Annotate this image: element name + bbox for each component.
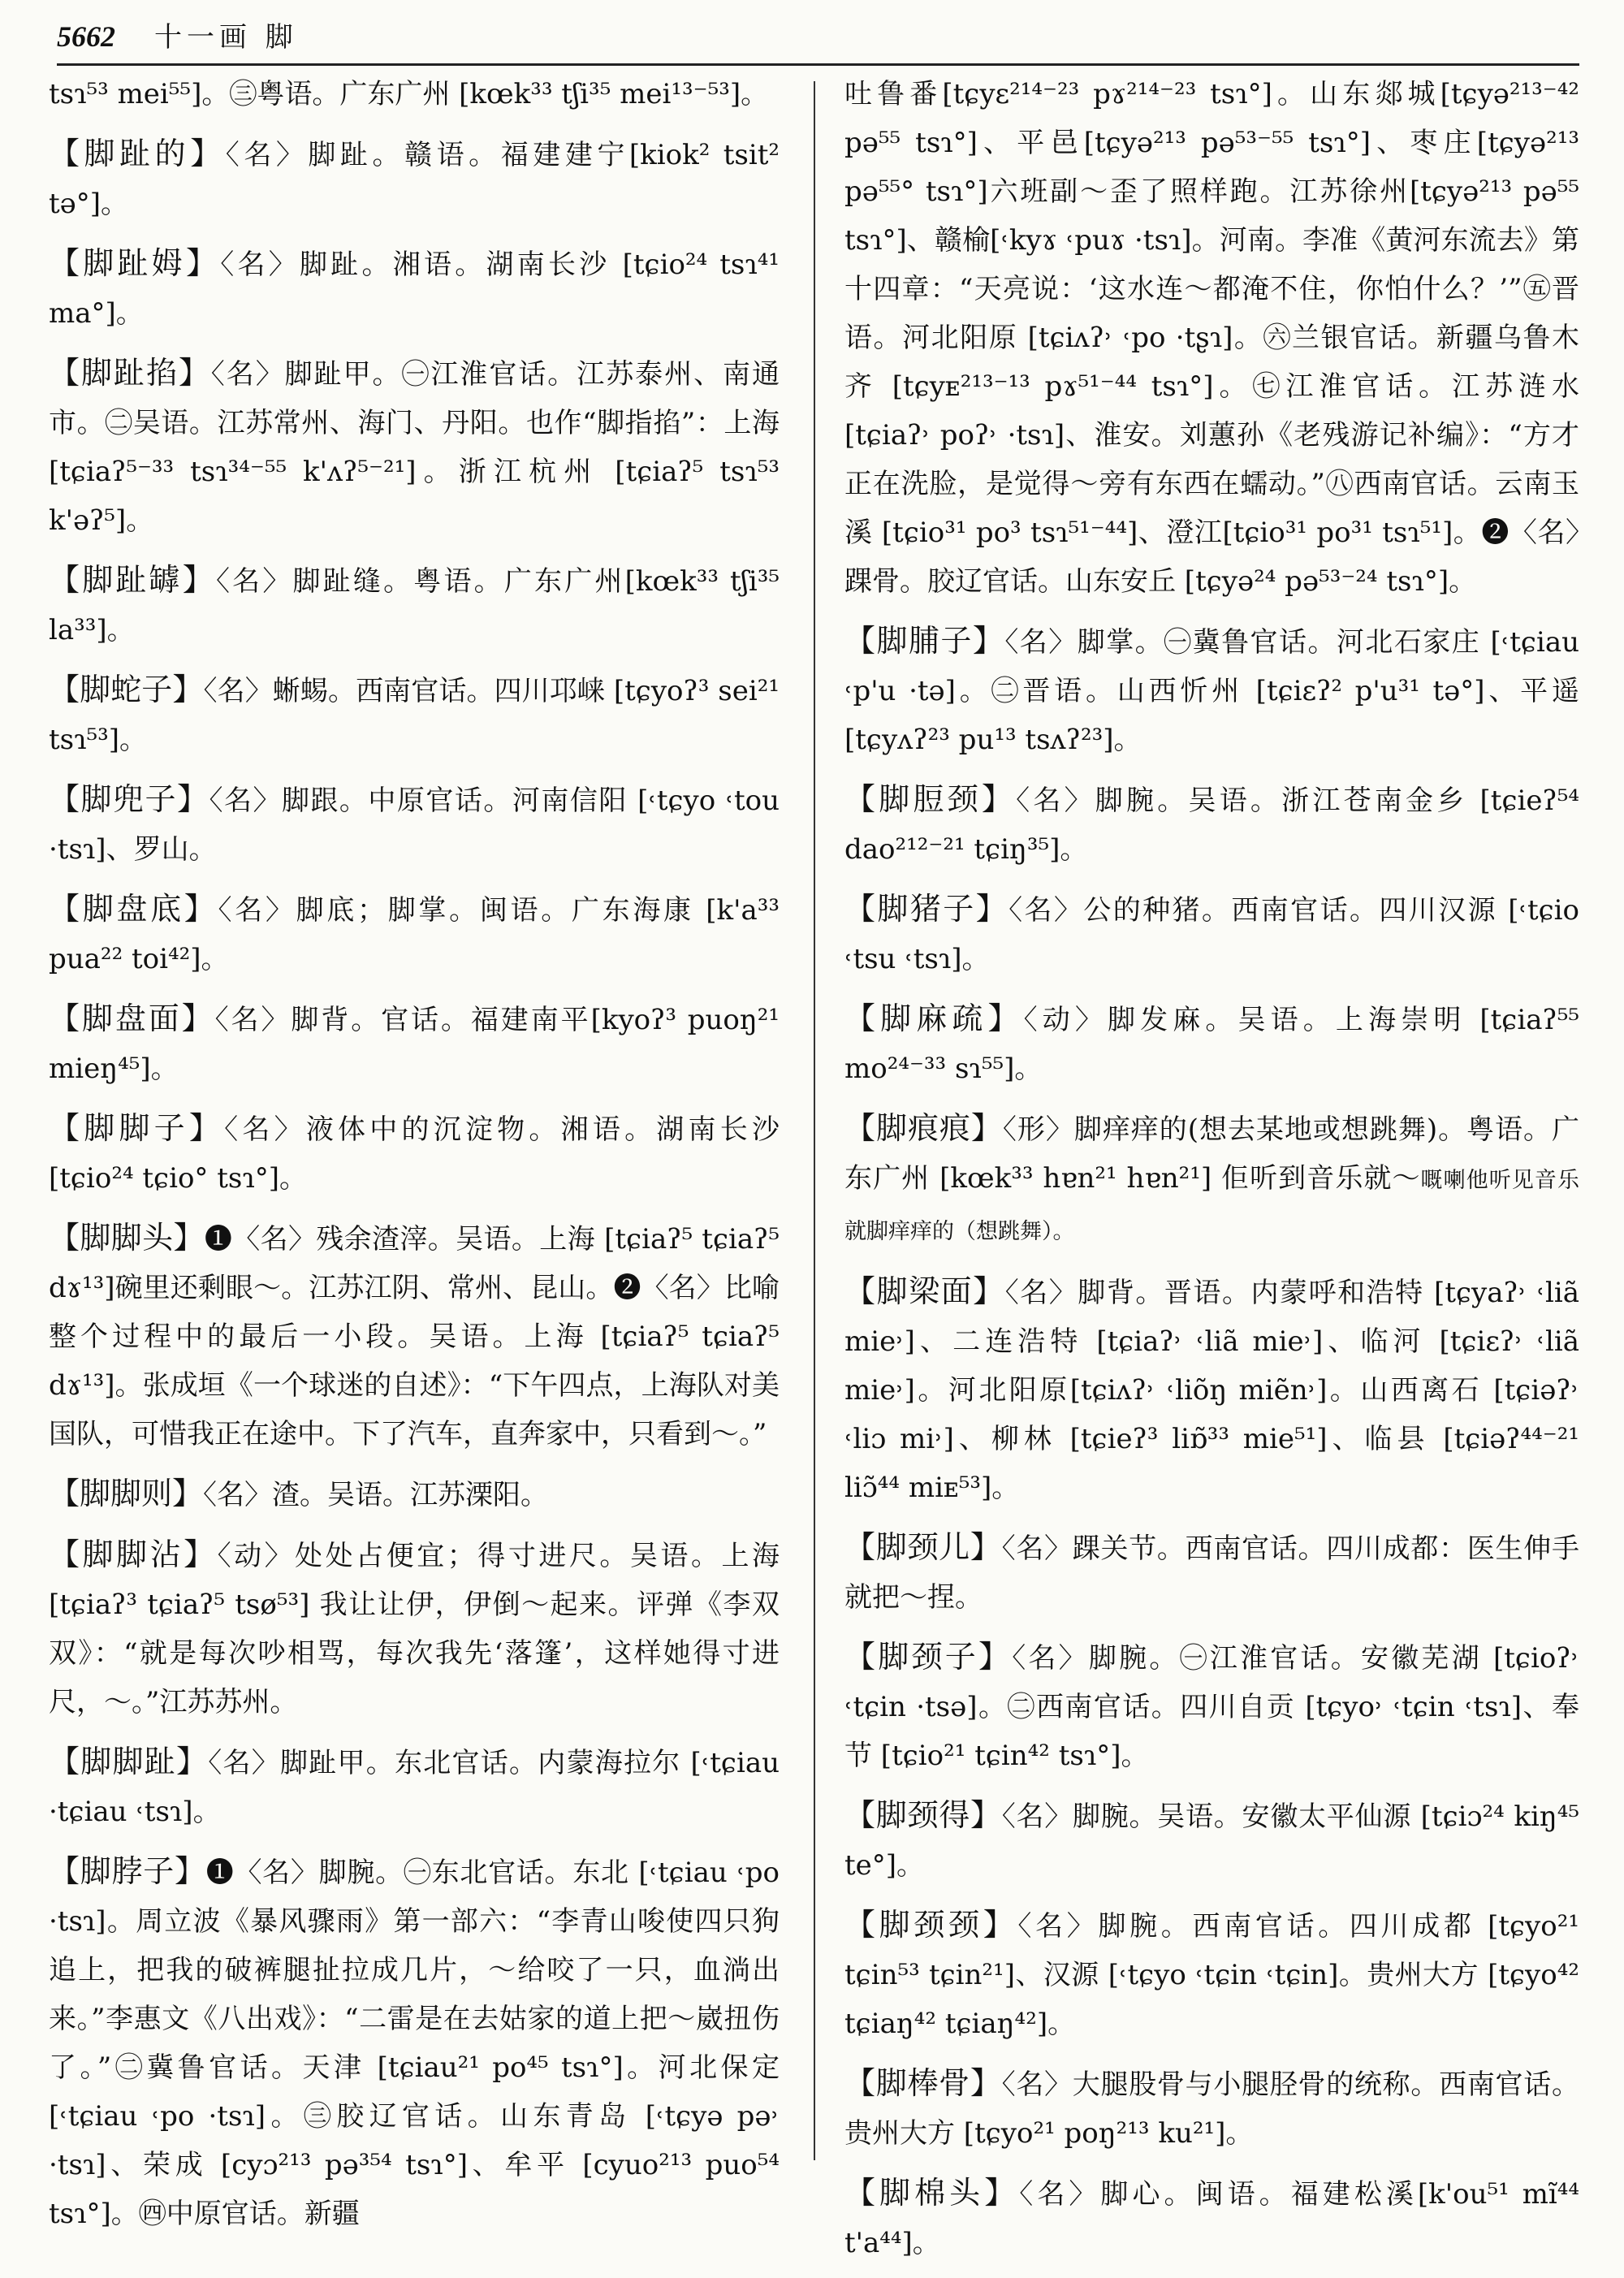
entry-text: 吐鲁番[tɕyɛ²¹⁴⁻²³ pɤ²¹⁴⁻²³ tsɿ°]。山东郯城[tɕyə²¹³⁻⁴² pə⁵⁵ tsɿ°]、平邑[tɕyə²¹³ pə⁵³⁻⁵⁵ tsɿ°]、枣庄[tɕyə²¹³ pə⁵⁵° tsɿ°]六班副～歪了照样跑。江苏徐州[tɕyə²¹³ pə⁵⁵ tsɿ°]、赣榆[˓kyɤ ˓puɤ ·tsɿ]。河南。李准《黄河东流去》第十四章：“天亮说：‘这水连～都淹不住，你怕什么？’”㊄晋语。河北阳原 [tɕiʌʔ˒ ˓po ·tʂɿ]。㊅兰银官话。新疆乌鲁木齐 [tɕyᴇ²¹³⁻¹³ pɤ⁵¹⁻⁴⁴ tsɿ°]。㊆江淮官话。江苏涟水 [tɕiaʔ˒ poʔ˒ ·tsɿ]、淮安。刘蕙孙《老残游记补编》：“方才正在洗脸，是觉得～旁有东西在蠕动。”㊇西南官话。云南玉溪 [tɕio³¹ po³ tsɿ⁵¹⁻⁴⁴]、澄江[tɕio³¹ po³¹ tsɿ⁵¹]。❷〈名〉踝骨。胶辽官话。山东安丘 [tɕyə²⁴ pə⁵³⁻²⁴ tsɿ°]。 xyxy=(844,78,1579,598)
entry-jiao-jing-jing xyxy=(844,1900,1579,2048)
entry-jiao-hen-hen xyxy=(844,1104,1579,1256)
entry-text: 〈名〉液体中的沉淀物。湘语。湖南长沙 [tɕio²⁴ tɕio° tsɿ°]。 xyxy=(49,1113,780,1195)
entry-text: 〈名〉大腿股骨与小腿胫骨的统称。西南官话。贵州大方 [tɕyo²¹ poŋ²¹³ ku²¹]。 xyxy=(844,2068,1579,2150)
entry-headword: 【脚趾掐】 xyxy=(49,355,211,391)
page-title: 十一画 脚 xyxy=(154,21,298,54)
entry-jiao-jiao-zhi xyxy=(49,1737,780,1836)
entry-text: 〈名〉脚腕。吴语。安徽太平仙源 [tɕiɔ²⁴ kiŋ⁴⁵ te°]。 xyxy=(844,1800,1579,1882)
page-number: 5662 xyxy=(57,20,115,53)
entry-headword: 【脚脖子】 xyxy=(49,1853,206,1889)
entry-headword: 【脚脚趾】 xyxy=(49,1744,209,1779)
entry-text: 〈名〉脚腕。㊀江淮官话。安徽芜湖 [tɕioʔ˒ ˓tɕin ·tsə]。㊁西南官话。四川自贡 [tɕyo˒ ˓tɕin ˓tsɿ]、奉节 [tɕio²¹ tɕin⁴² tsɿ°]。 xyxy=(844,1642,1579,1772)
entry-jiao-jing-er xyxy=(844,1523,1579,1622)
entry-headword: 【脚盘底】 xyxy=(49,891,218,927)
entry-headword: 【脚颈颈】 xyxy=(844,1907,1018,1943)
entry-text: 〈名〉脚心。闽语。福建松溪[k'ou⁵¹ mĩ⁴⁴ t'a⁴⁴]。 xyxy=(844,2178,1579,2259)
entry-text: 〈形〉脚痒痒的(想去某地或想跳舞)。粤语。广东广州 [kœk³³ hɐn²¹ hɐn²¹] 佢听到音乐就～ xyxy=(844,1113,1579,1195)
entry-headword: 【脚猪子】 xyxy=(844,891,1009,927)
entry-jiao-pan-mian xyxy=(49,994,780,1093)
left-column xyxy=(49,70,780,2249)
entry-headword: 【脚梁面】 xyxy=(844,1273,1005,1309)
entry-headword: 【脚脚子】 xyxy=(49,1110,225,1146)
header-rule xyxy=(57,63,1579,66)
entry-headword: 【脚趾姆】 xyxy=(49,245,221,281)
entry-headword: 【脚颈得】 xyxy=(844,1797,1002,1833)
entry-jiao-zhi-mu xyxy=(49,239,780,338)
entry-text: 〈名〉公的种猪。西南官话。四川汉源 [˓tɕio ˓tsu ˓tsɿ]。 xyxy=(844,894,1579,975)
entry-jiao-bo-zi xyxy=(49,1847,780,2238)
entry-jiao-dou-jing xyxy=(844,775,1579,874)
entry-text: ❶〈名〉残余渣滓。吴语。上海 [tɕiaʔ⁵ tɕiaʔ⁵ dɤ¹³]碗里还剩眼～。江苏江阴、常州、昆山。❷〈名〉比喻整个过程中的最后一小段。吴语。上海 [tɕiaʔ⁵ tɕiaʔ⁵ dɤ¹³]。张成垣《一个球迷的自述》：“下午四点，上海队对美国队，可惜我正在途中。下了汽车，直奔家中，只看到～。” xyxy=(49,1223,780,1450)
entry-headword: 【脚棉头】 xyxy=(844,2175,1020,2211)
entry-jiao-she-zi xyxy=(49,665,780,764)
entry-continued xyxy=(844,70,1579,606)
entry-headword: 【脚棒骨】 xyxy=(844,2065,1002,2101)
entry-text: 〈名〉脚掌。㊀冀鲁官话。河北石家庄 [˓tɕiau ˓p'u ·tə]。㊁晋语。山西忻州 [tɕiɛʔ² p'u³¹ tə°]、平遥 [tɕyʌʔ²³ pu¹³ tsʌʔ²³]。 xyxy=(844,626,1579,756)
entry-text: 〈名〉渣。吴语。江苏溧阳。 xyxy=(203,1479,549,1511)
entry-headword: 【脚脚沾】 xyxy=(49,1537,218,1572)
entry-jiao-jing-de xyxy=(844,1791,1579,1890)
entry-text: 〈名〉脚腕。吴语。浙江苍南金乡 [tɕieʔ⁵⁴ dao²¹²⁻²¹ tɕiŋ³⁵]。 xyxy=(844,785,1579,866)
entry-text: 〈名〉脚趾甲。㊀江淮官话。江苏泰州、南通市。㊁吴语。江苏常州、海门、丹阳。也作“脚指掐”：上海[tɕiaʔ⁵⁻³³ tsɿ³⁴⁻⁵⁵ k'ʌʔ⁵⁻²¹]。浙江杭州 [tɕiaʔ⁵ tsɿ⁵³ k'əʔ⁵]。 xyxy=(49,358,780,537)
entry-headword: 【脚脰颈】 xyxy=(844,781,1017,817)
entry-text: 〈名〉脚腕。西南官话。四川成都 [tɕyo²¹ tɕin⁵³ tɕin²¹]、汉源 [˓tɕyo ˓tɕin ˓tɕin]。贵州大方 [tɕyo⁴² tɕiaŋ⁴² tɕiaŋ⁴²]。 xyxy=(844,1910,1579,2040)
entry-text: 〈名〉脚跟。中原官话。河南信阳 [˓tɕyo ˓tou ·tsɿ]、罗山。 xyxy=(49,785,780,866)
entry-text: 〈名〉蜥蜴。西南官话。四川邛崃 [tɕyoʔ³ sei²¹ tsɿ⁵³]。 xyxy=(49,675,780,756)
entry-headword: 【脚麻疏】 xyxy=(844,1001,1024,1036)
entry-jiao-ma-shu xyxy=(844,994,1579,1093)
entry-continued xyxy=(49,70,780,119)
entry-jiao-zhi-xia xyxy=(49,555,780,655)
entry-headword: 【脚脚则】 xyxy=(49,1476,204,1511)
entry-jiao-liang-mian xyxy=(844,1267,1579,1512)
entry-text: ❶〈名〉脚腕。㊀东北官话。东北 [˓tɕiau ˓po ·tsɿ]。周立波《暴风骤雨》第一部六：“李青山唆使四只狗追上，把我的破裤腿扯拉成几片，～给咬了一只，血淌出来。”李惠文《八出戏》：“二雷是在去姑家的道上把～崴扭伤了。”㊁冀鲁官话。天津 [tɕiau²¹ po⁴⁵ tsɿ°]。河北保定 [˓tɕiau ˓po ·tsɿ]。㊂胶辽官话。山东青岛 [˓tɕyə pə˒ ·tsɿ]、荣成 [cyɔ²¹³ pə³⁵⁴ tsɿ°]、牟平 [cyuo²¹³ puo⁵⁴ tsɿ°]。㊃中原官话。新疆 xyxy=(49,1857,780,2230)
entry-jiao-zhi-qia xyxy=(49,348,780,545)
entry-jiao-bang-gu xyxy=(844,2059,1579,2158)
entry-headword: 【脚趾的】 xyxy=(49,136,226,171)
entry-headword: 【脚颈子】 xyxy=(844,1639,1013,1675)
column-divider xyxy=(814,81,815,2160)
entry-text: 〈名〉脚趾缝。粤语。广东广州[kœk³³ tʃi³⁵ la³³]。 xyxy=(49,565,780,646)
entry-text: tsɿ⁵³ mei⁵⁵]。㊂粤语。广东广州 [kœk³³ tʃi³⁵ mei¹³⁻⁵³]。 xyxy=(49,78,769,110)
page-header xyxy=(57,15,298,57)
entry-headword: 【脚蛇子】 xyxy=(49,672,204,707)
entry-headword: 【脚兜子】 xyxy=(49,781,209,817)
entry-headword: 【脚盘面】 xyxy=(49,1001,215,1036)
entry-jiao-zhu-zi xyxy=(844,884,1579,983)
entry-text: 〈名〉踝关节。西南官话。四川成都：医生伸手就把～捏。 xyxy=(844,1532,1579,1614)
entry-jiao-pan-di xyxy=(49,884,780,983)
entry-jiao-jiao-tou xyxy=(49,1213,780,1459)
entry-text: 〈名〉脚背。晋语。内蒙呼和浩特 [tɕyaʔ˒ ˓liã mie˒]、二连浩特 [tɕiaʔ˒ ˓liã mie˒]、临河 [tɕiɛʔ˒ ˓liã mie˒]。河北阳原[tɕiʌʔ˒ ˓liõŋ miẽn˒]。山西离石 [tɕiəʔ˒ ˓liɔ mi˒]、柳林 [tɕieʔ³ liɒ̃³³ mie⁵¹]、临县 [tɕiəʔ⁴⁴⁻²¹ liɔ̃⁴⁴ miᴇ⁵³]。 xyxy=(844,1277,1579,1504)
entry-text: 〈名〉脚趾甲。东北官话。内蒙海拉尔 [˓tɕiau ·tɕiau ˓tsɿ]。 xyxy=(49,1747,780,1828)
entry-text: 〈名〉脚趾。湘语。湖南长沙 [tɕio²⁴ tsɿ⁴¹ ma°]。 xyxy=(49,249,780,330)
entry-text: 〈动〉脚发麻。吴语。上海崇明 [tɕiaʔ⁵⁵ mo²⁴⁻³³ sɿ⁵⁵]。 xyxy=(844,1004,1579,1085)
entry-headword: 【脚颈儿】 xyxy=(844,1529,1002,1565)
entry-text: 〈名〉脚底；脚掌。闽语。广东海康 [k'a³³ pua²² toi⁴²]。 xyxy=(49,894,780,975)
entry-text: 〈动〉处处占便宜；得寸进尺。吴语。上海 [tɕiaʔ³ tɕiaʔ⁵ tsø⁵³] 我让让伊，伊倒～起来。评弹《李双双》：“就是每次吵相骂，每次我先‘落篷’，这样她得寸进尺，～。”江苏苏州。 xyxy=(49,1540,780,1718)
entry-text: 〈名〉脚背。官话。福建南平[kyoʔ³ puoŋ²¹ mieŋ⁴⁵]。 xyxy=(49,1004,780,1085)
entry-jiao-zhi-de xyxy=(49,129,780,228)
entry-jiao-jing-zi xyxy=(844,1632,1579,1780)
entry-headword: 【脚痕痕】 xyxy=(844,1110,1003,1146)
right-column xyxy=(844,70,1579,2278)
entry-headword: 【脚脚头】 xyxy=(49,1220,205,1256)
entry-gloss: 嘅喇他听见音乐就脚痒痒的（想跳舞）。 xyxy=(844,1168,1579,1244)
entry-jiao-mian-tou xyxy=(844,2168,1579,2267)
entry-jiao-jiao-ze xyxy=(49,1469,780,1519)
entry-jiao-jiao-zi xyxy=(49,1104,780,1203)
entry-jiao-fu-zi xyxy=(844,616,1579,764)
entry-jiao-dou-zi xyxy=(49,775,780,874)
entry-headword: 【脚脯子】 xyxy=(844,623,1005,659)
entry-text: 〈名〉脚趾。赣语。福建建宁[kiok² tsit² tə°]。 xyxy=(49,139,780,220)
entry-jiao-jiao-zhan xyxy=(49,1530,780,1727)
entry-headword: 【脚趾罅】 xyxy=(49,562,216,598)
